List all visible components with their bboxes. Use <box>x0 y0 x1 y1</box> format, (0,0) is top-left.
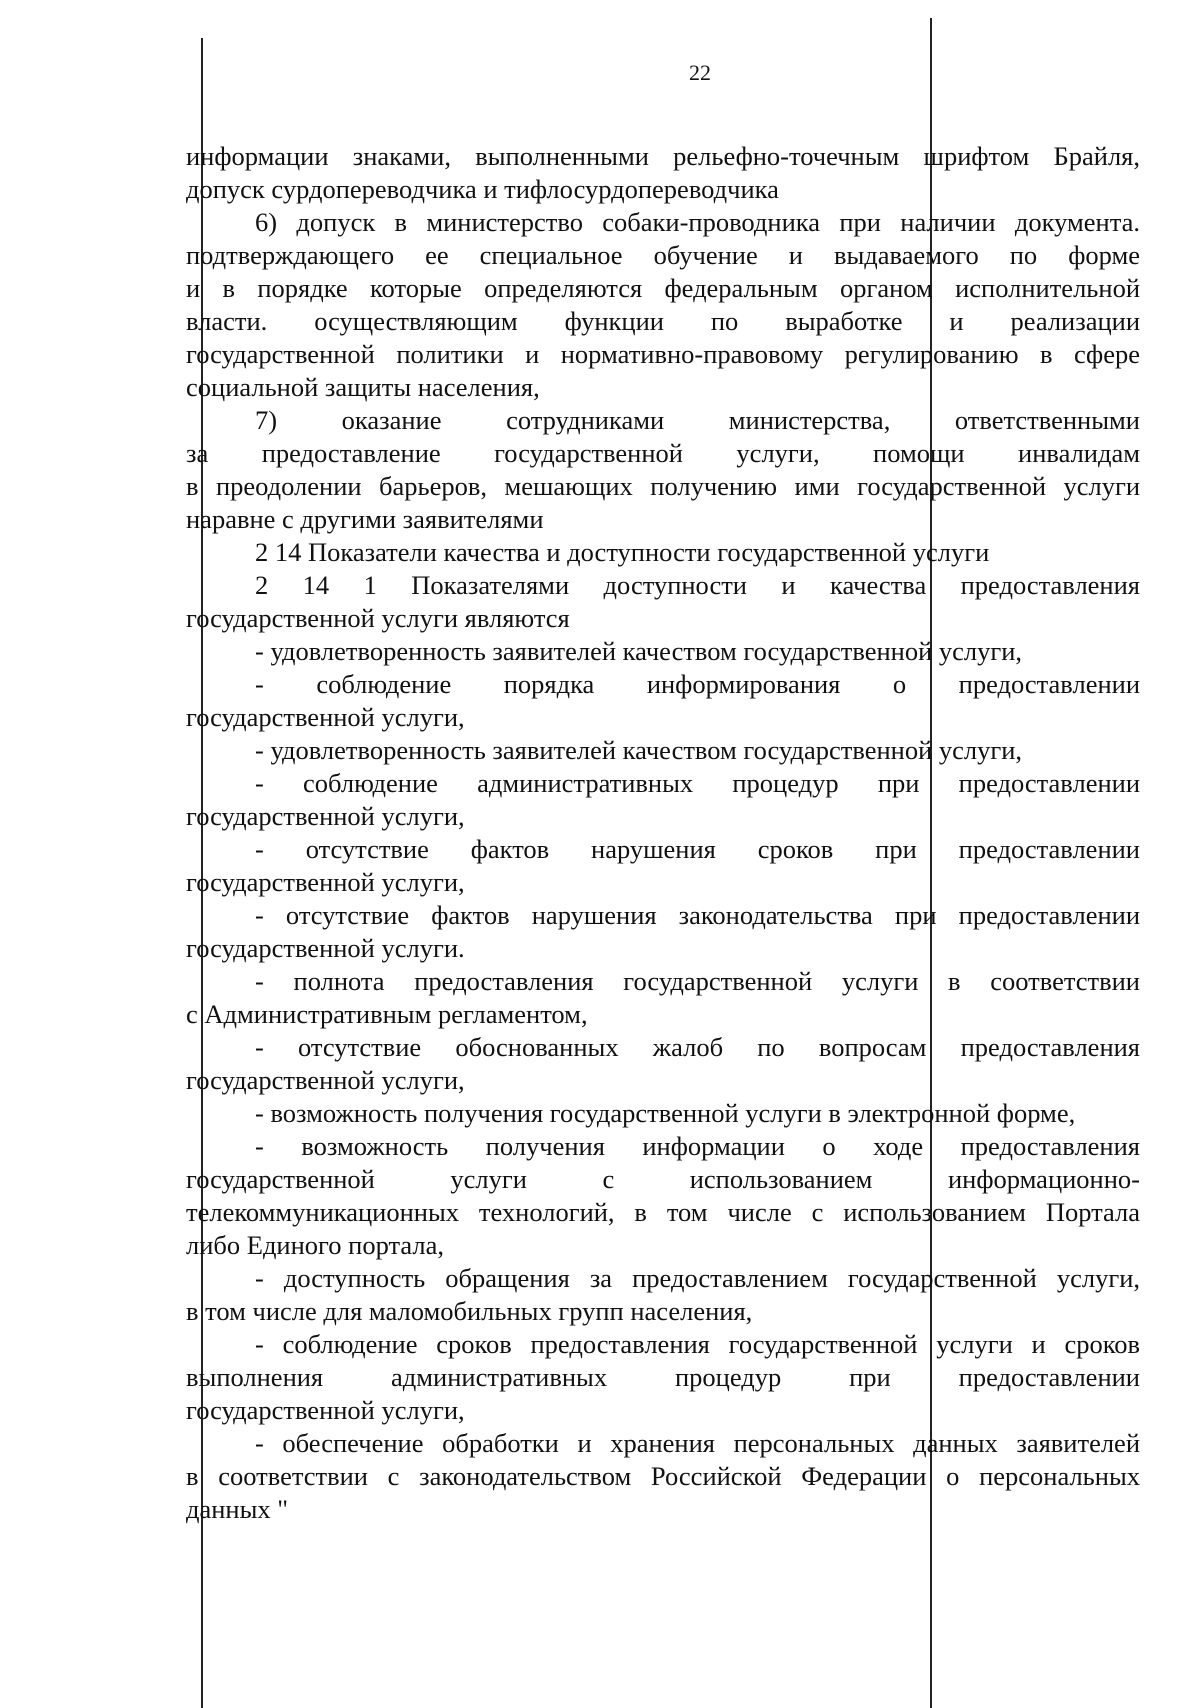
text-line: - соблюдение порядка информирования о предоставлении <box>255 669 1140 699</box>
text-line: государственной услуги, <box>186 1395 465 1425</box>
text-line: государственной услуги. <box>186 933 465 963</box>
text-line: за предоставление государственной услуги, помощи инвалидам <box>186 438 1140 468</box>
page-number: 22 <box>689 60 711 85</box>
text-line: данных " <box>186 1494 289 1524</box>
text-line: в том числе для маломобильных групп населения, <box>186 1296 753 1326</box>
text-line: государственной услуги, <box>186 801 465 831</box>
text-line: - удовлетворенность заявителей качеством государственной услуги, <box>255 735 1023 765</box>
text-line: 7) оказание сотрудниками министерства, ответственными <box>255 405 1140 435</box>
text-line: 2 14 1 Показателями доступности и качества предоставления <box>255 570 1140 600</box>
text-line: наравне с другими заявителями <box>186 504 544 534</box>
text-line: в преодолении барьеров, мешающих получению ими государственной услуги <box>186 471 1140 501</box>
text-line: государственной услуги, <box>186 867 465 897</box>
text-line: - доступность обращения за предоставлением государственной услуги, <box>255 1263 1140 1293</box>
text-line: в соответствии с законодательством Российской Федерации о персональных <box>186 1461 1140 1491</box>
text-line: - полнота предоставления государственной услуги в соответствии <box>255 966 1140 996</box>
text-line: власти. осуществляющим функции по выработке и реализации <box>186 306 1140 336</box>
text-line: подтверждающего ее специальное обучение и выдаваемого по форме <box>186 240 1140 270</box>
text-line: с Административным регламентом, <box>186 999 588 1029</box>
text-line: государственной услуги являются <box>186 603 570 633</box>
text-line: либо Единого портала, <box>186 1230 444 1260</box>
text-line: социальной защиты населения, <box>186 372 540 402</box>
text-line: - отсутствие фактов нарушения сроков при предоставлении <box>255 834 1140 864</box>
text-line: выполнения административных процедур при предоставлении <box>186 1362 1140 1392</box>
text-line: - отсутствие фактов нарушения законодательства при предоставлении <box>255 900 1140 930</box>
text-line: государственной услуги, <box>186 1065 465 1095</box>
text-line: 6) допуск в министерство собаки-проводника при наличии документа. <box>255 207 1140 237</box>
text-line: государственной услуги с использованием информационно- <box>186 1164 1140 1194</box>
text-line: государственной политики и нормативно-правовому регулированию в сфере <box>186 339 1140 369</box>
text-line: - возможность получения государственной услуги в электронной форме, <box>255 1098 1076 1128</box>
text-line: информации знаками, выполненными рельефно-точечным шрифтом Брайля, <box>186 141 1140 171</box>
text-line: - обеспечение обработки и хранения персональных данных заявителей <box>255 1428 1140 1458</box>
text-line: - удовлетворенность заявителей качеством государственной услуги, <box>255 636 1023 666</box>
text-line: - отсутствие обоснованных жалоб по вопросам предоставления <box>255 1032 1140 1062</box>
text-line: допуск сурдопереводчика и тифлосурдопереводчика <box>186 174 779 204</box>
text-line: 2 14 Показатели качества и доступности государственной услуги <box>255 537 990 567</box>
document-body <box>186 140 1140 1526</box>
text-line: и в порядке которые определяются федеральным органом исполнительной <box>186 273 1140 303</box>
text-line: - возможность получения информации о ходе предоставления <box>255 1131 1140 1161</box>
text-line: государственной услуги, <box>186 702 465 732</box>
text-line: - соблюдение сроков предоставления государственной услуги и сроков <box>255 1329 1140 1359</box>
text-line: телекоммуникационных технологий, в том числе с использованием Портала <box>186 1197 1140 1227</box>
text-line: - соблюдение административных процедур при предоставлении <box>255 768 1140 798</box>
